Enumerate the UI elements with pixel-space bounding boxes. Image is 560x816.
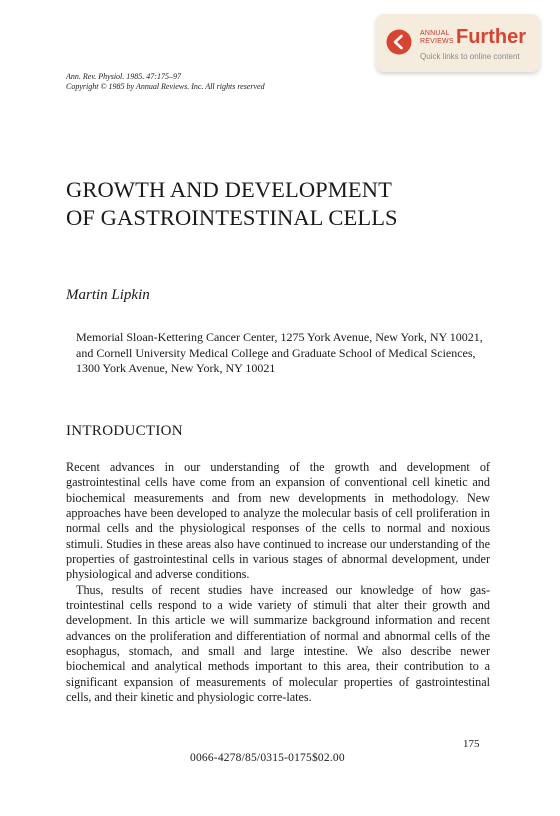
title-line-1: GROWTH AND DEVELOPMENT bbox=[66, 177, 392, 202]
annual-reviews-further-badge[interactable] bbox=[376, 14, 540, 72]
article-title bbox=[66, 176, 398, 232]
author-affiliation bbox=[76, 330, 496, 377]
citation-line: Ann. Rev. Physiol. 1985. 47:175–97 bbox=[66, 72, 181, 81]
affiliation-line-2: and Cornell University Medical College and Graduate School of Medical Sciences, bbox=[76, 345, 476, 360]
speaker-arrow-icon bbox=[386, 29, 412, 55]
badge-further-label: Further bbox=[456, 26, 526, 48]
badge-publisher-label: ANNUAL REVIEWS bbox=[420, 30, 454, 45]
paragraph: Thus, results of recent studies have increased our knowledge of how gas-trointestinal cells respond to a wide variety of stimuli that alter their growth and development. In this article we will summarize background information and recent advances on the proliferation and differentiation of normal and abnormal cells of the esophagus, stomach, and small and large intestine. We also describe newer biochemical and analytical methods important to this area, their contribution to a significant expansion of measurements of molecular properties of gastrointestinal cells, and their kinetic and physiologic corre-lates. bbox=[66, 582, 490, 705]
affiliation-line-3: 1300 York Avenue, New York, NY 10021 bbox=[76, 361, 276, 375]
section-heading: INTRODUCTION bbox=[66, 423, 183, 439]
badge-tagline: Quick links to online content bbox=[420, 52, 520, 61]
journal-citation bbox=[66, 72, 265, 92]
author-name: Martin Lipkin bbox=[66, 287, 150, 303]
copyright-line: Copyright © 1985 by Annual Reviews. Inc. All rights reserved bbox=[66, 82, 265, 91]
title-line-2: OF GASTROINTESTINAL CELLS bbox=[66, 205, 398, 230]
affiliation-line-1: Memorial Sloan-Kettering Cancer Center, 1275 York Avenue, New York, NY 10021, bbox=[76, 330, 483, 344]
issn-code: 0066-4278/85/0315-0175$02.00 bbox=[190, 752, 345, 764]
page-number: 175 bbox=[463, 738, 480, 750]
body-text bbox=[66, 460, 490, 706]
paragraph: Recent advances in our understanding of the growth and development of gastrointestinal cells have come from an expansion of conventional cell kinetic and biochemical measurements and from new developments in methodology. New approaches have been developed to analyze the molecular basis of cell proliferation in normal cells and the physiological responses of the cells to normal and noxious stimuli. Studies in these areas also have continued to increase our understanding of the properties of gastrointestinal cells in various stages of abnormal development, under physiological and adverse conditions. bbox=[66, 460, 490, 582]
